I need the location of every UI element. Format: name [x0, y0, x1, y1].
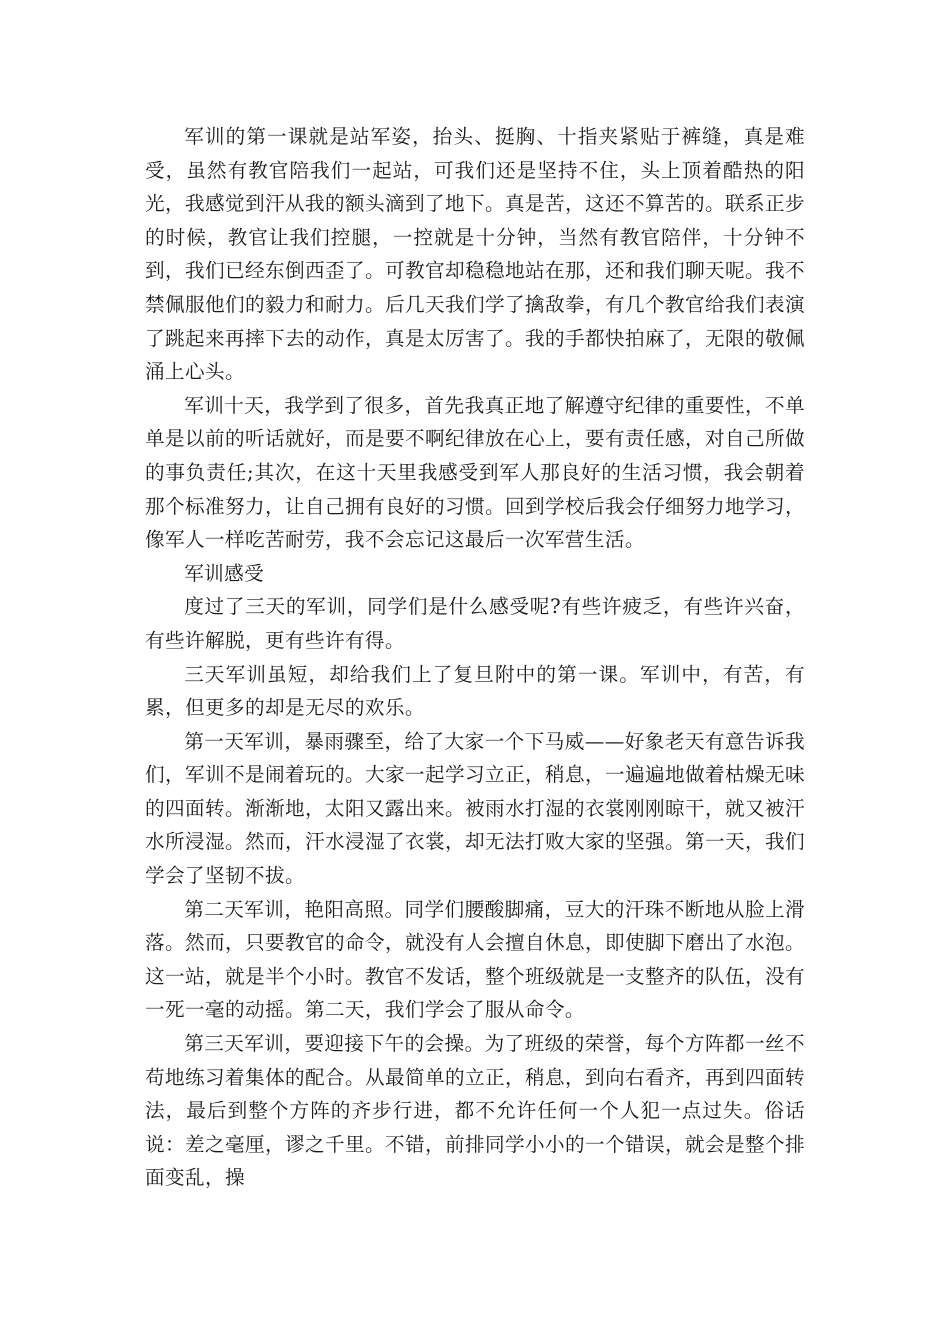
- paragraph: 第三天军训，要迎接下午的会操。为了班级的荣誉，每个方阵都一丝不苟地练习着集体的配合。从最简单的立正，稍息，到向右看齐，再到四面转法，最后到整个方阵的齐步行进，都不允许任何一个人犯一点过失。俗话说：差之毫厘，谬之千里。不错，前排同学小小的一个错误，就会是整个排面变乱，操: [145, 1032, 805, 1190]
- document-page: [145, 120, 805, 1195]
- paragraph: 军训的第一课就是站军姿，抬头、挺胸、十指夹紧贴于裤缝，真是难受，虽然有教官陪我们一起站，可我们还是坚持不住，头上顶着酷热的阳光，我感觉到汗从我的额头滴到了地下。真是苦，这还不算苦的。联系正步的时候，教官让我们控腿，一控就是十分钟，当然有教官陪伴，十分钟不到，我们已经东倒西歪了。可教官却稳稳地站在那，还和我们聊天呢。我不禁佩服他们的毅力和耐力。后几天我们学了擒敌拳，有几个教官给我们表演了跳起来再摔下去的动作，真是太厉害了。我的手都快拍麻了，无限的敬佩涌上心头。: [145, 125, 805, 384]
- section-heading: 军训感受: [184, 561, 265, 585]
- paragraph: 第二天军训，艳阳高照。同学们腰酸脚痛，豆大的汗珠不断地从脸上滑落。然而，只要教官的命令，就没有人会擅自休息，即使脚下磨出了水泡。这一站，就是半个小时。教官不发话，整个班级就是一支整齐的队伍，没有一死一毫的动摇。第二天，我们学会了服从命令。: [145, 897, 805, 1022]
- paragraph: 度过了三天的军训，同学们是什么感受呢?有些许疲乏，有些许兴奋，有些许解脱，更有些许有得。: [145, 595, 805, 652]
- paragraph: 三天军训虽短，却给我们上了复旦附中的第一课。军训中，有苦，有累，但更多的却是无尽的欢乐。: [145, 662, 805, 720]
- paragraph: 军训十天，我学到了很多，首先我真正地了解遵守纪律的重要性，不单单是以前的听话就好，而是要不啊纪律放在心上，要有责任感，对自己所做的事负责任;其次，在这十天里我感受到军人那良好的生活习惯，我会朝着那个标准努力，让自己拥有良好的习惯。回到学校后我会仔细努力地学习，像军人一样吃苦耐劳，我不会忘记这最后一次军营生活。: [145, 393, 805, 552]
- paragraph: 第一天军训，暴雨骤至，给了大家一个下马威——好象老天有意告诉我们，军训不是闹着玩的。大家一起学习立正，稍息，一遍遍地做着枯燥无味的四面转。渐渐地，太阳又露出来。被雨水打湿的衣裳刚刚晾干，就又被汗水所浸湿。然而，汗水浸湿了衣裳，却无法打败大家的坚强。第一天，我们学会了坚韧不拔。: [145, 729, 805, 888]
